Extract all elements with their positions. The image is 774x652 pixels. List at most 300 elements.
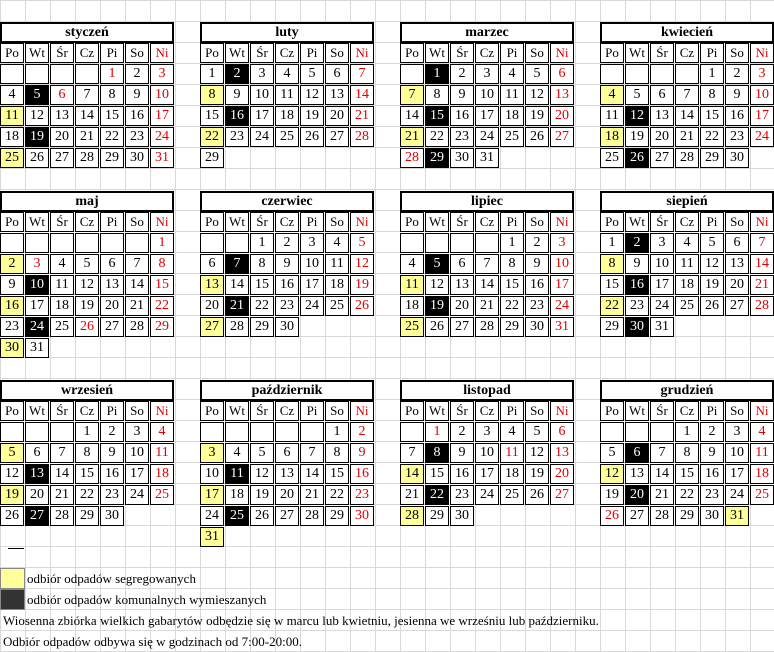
month-title: listopad [400, 380, 574, 401]
weekday-header: Śr [450, 212, 474, 232]
day-cell: 27 [550, 485, 574, 505]
day-cell: 13 [650, 106, 674, 126]
day-cell: 28 [300, 506, 324, 526]
day-cell: 12 [600, 464, 624, 484]
day-cell: 1 [100, 64, 124, 84]
day-cell: 11 [400, 275, 424, 295]
weekday-header: Śr [50, 401, 74, 421]
day-cell: 8 [150, 254, 174, 274]
weekday-header: Pi [100, 43, 124, 63]
day-cell: 22 [250, 296, 274, 316]
day-cell: 27 [450, 317, 474, 337]
weekday-header: Śr [450, 401, 474, 421]
day-cell: 4 [325, 233, 349, 253]
day-cell: 5 [0, 443, 24, 463]
weekday-header: Po [200, 43, 224, 63]
day-cell: 12 [525, 443, 549, 463]
day-cell: 4 [500, 64, 524, 84]
segregated-swatch [0, 568, 25, 589]
day-cell: 16 [125, 106, 149, 126]
day-cell: 25 [500, 127, 524, 147]
empty-cell [50, 422, 74, 442]
day-cell: 23 [350, 485, 374, 505]
day-cell: 7 [75, 85, 99, 105]
day-cell: 4 [675, 233, 699, 253]
day-cell: 14 [650, 464, 674, 484]
day-cell: 9 [525, 254, 549, 274]
day-cell: 22 [75, 485, 99, 505]
empty-cell [0, 233, 24, 253]
day-cell: 12 [75, 275, 99, 295]
weekday-header: Wt [25, 401, 49, 421]
month-title: czerwiec [200, 191, 374, 212]
day-cell: 19 [425, 296, 449, 316]
day-cell: 22 [100, 127, 124, 147]
day-cell: 11 [600, 106, 624, 126]
day-cell: 11 [325, 254, 349, 274]
day-cell: 25 [225, 506, 249, 526]
day-cell: 23 [525, 296, 549, 316]
day-cell: 26 [600, 506, 624, 526]
day-cell: 4 [500, 422, 524, 442]
day-cell: 3 [650, 233, 674, 253]
day-cell: 3 [200, 443, 224, 463]
day-cell: 15 [425, 106, 449, 126]
day-cell: 14 [75, 106, 99, 126]
day-cell: 21 [125, 296, 149, 316]
empty-cell [225, 422, 249, 442]
day-cell: 20 [725, 275, 749, 295]
day-cell: 29 [425, 148, 449, 168]
day-cell: 23 [275, 296, 299, 316]
day-cell: 19 [700, 275, 724, 295]
day-cell: 14 [50, 464, 74, 484]
weekday-header: Cz [275, 401, 299, 421]
day-cell: 11 [0, 106, 24, 126]
day-cell: 26 [25, 148, 49, 168]
day-cell: 1 [600, 233, 624, 253]
day-cell: 22 [425, 127, 449, 147]
day-cell: 13 [200, 275, 224, 295]
day-cell: 25 [675, 296, 699, 316]
day-cell: 27 [550, 127, 574, 147]
day-cell: 5 [425, 254, 449, 274]
empty-cell [400, 64, 424, 84]
day-cell: 12 [525, 85, 549, 105]
day-cell: 13 [725, 254, 749, 274]
day-cell: 16 [225, 106, 249, 126]
weekday-header: Cz [75, 212, 99, 232]
day-cell: 21 [350, 106, 374, 126]
day-cell: 15 [150, 275, 174, 295]
day-cell: 10 [725, 443, 749, 463]
weekday-header: So [725, 401, 749, 421]
month-title: grudzień [600, 380, 774, 401]
weekday-header: Cz [475, 401, 499, 421]
day-cell: 31 [550, 317, 574, 337]
day-cell: 29 [700, 148, 724, 168]
weekday-header: Śr [250, 43, 274, 63]
day-cell: 29 [250, 317, 274, 337]
weekday-header: Pi [700, 43, 724, 63]
weekday-header: So [525, 401, 549, 421]
day-cell: 5 [525, 422, 549, 442]
weekday-header: Po [0, 212, 24, 232]
day-cell: 18 [275, 106, 299, 126]
weekday-header: Wt [425, 401, 449, 421]
month-title: siepień [600, 191, 774, 212]
day-cell: 1 [250, 233, 274, 253]
day-cell: 25 [500, 485, 524, 505]
day-cell: 9 [350, 443, 374, 463]
day-cell: 26 [625, 148, 649, 168]
day-cell: 23 [725, 127, 749, 147]
weekday-header: Po [600, 43, 624, 63]
month-title: kwiecień [600, 22, 774, 43]
day-cell: 13 [625, 464, 649, 484]
day-cell: 13 [325, 85, 349, 105]
day-cell: 14 [675, 106, 699, 126]
weekday-header: So [525, 43, 549, 63]
day-cell: 12 [0, 464, 24, 484]
weekday-header: Po [0, 43, 24, 63]
day-cell: 8 [675, 443, 699, 463]
day-cell: 5 [75, 254, 99, 274]
weekday-header: Ni [550, 401, 574, 421]
weekday-header: Wt [425, 212, 449, 232]
day-cell: 19 [75, 296, 99, 316]
weekday-header: Śr [650, 212, 674, 232]
day-cell: 25 [750, 485, 774, 505]
weekday-header: Śr [50, 212, 74, 232]
day-cell: 25 [50, 317, 74, 337]
day-cell: 4 [150, 422, 174, 442]
weekday-header: So [125, 43, 149, 63]
day-cell: 2 [700, 422, 724, 442]
day-cell: 24 [125, 485, 149, 505]
day-cell: 10 [650, 254, 674, 274]
day-cell: 16 [100, 464, 124, 484]
day-cell: 24 [725, 485, 749, 505]
day-cell: 13 [25, 464, 49, 484]
day-cell: 26 [700, 296, 724, 316]
empty-cell [450, 233, 474, 253]
day-cell: 15 [325, 464, 349, 484]
day-cell: 14 [350, 85, 374, 105]
day-cell: 18 [750, 464, 774, 484]
day-cell: 23 [100, 485, 124, 505]
segregated-label: odbiór odpadów segregowanych [27, 571, 196, 586]
weekday-header: Wt [225, 43, 249, 63]
weekday-header: Wt [625, 401, 649, 421]
day-cell: 22 [600, 296, 624, 316]
day-cell: 2 [525, 233, 549, 253]
day-cell: 18 [600, 127, 624, 147]
day-cell: 31 [725, 506, 749, 526]
day-cell: 19 [600, 485, 624, 505]
day-cell: 17 [300, 275, 324, 295]
day-cell: 27 [200, 317, 224, 337]
day-cell: 3 [550, 233, 574, 253]
day-cell: 6 [50, 85, 74, 105]
weekday-header: Po [200, 212, 224, 232]
day-cell: 9 [625, 254, 649, 274]
day-cell: 17 [750, 106, 774, 126]
weekday-header: Pi [500, 212, 524, 232]
day-cell: 8 [250, 254, 274, 274]
empty-cell [0, 64, 24, 84]
day-cell: 12 [350, 254, 374, 274]
day-cell: 22 [200, 127, 224, 147]
day-cell: 4 [400, 254, 424, 274]
weekday-header: Pi [500, 43, 524, 63]
weekday-header: Ni [750, 43, 774, 63]
day-cell: 18 [150, 464, 174, 484]
day-cell: 3 [125, 422, 149, 442]
day-cell: 27 [50, 148, 74, 168]
day-cell: 26 [75, 317, 99, 337]
day-cell: 28 [400, 506, 424, 526]
day-cell: 28 [350, 127, 374, 147]
day-cell: 2 [350, 422, 374, 442]
day-cell: 25 [0, 148, 24, 168]
day-cell: 5 [700, 233, 724, 253]
day-cell: 2 [725, 64, 749, 84]
day-cell: 8 [200, 85, 224, 105]
day-cell: 11 [675, 254, 699, 274]
empty-cell [0, 422, 24, 442]
day-cell: 13 [50, 106, 74, 126]
day-cell: 26 [525, 127, 549, 147]
day-cell: 9 [100, 443, 124, 463]
weekday-header: Śr [50, 43, 74, 63]
day-cell: 22 [675, 485, 699, 505]
day-cell: 21 [650, 485, 674, 505]
day-cell: 22 [150, 296, 174, 316]
weekday-header: Wt [25, 43, 49, 63]
month-title: marzec [400, 22, 574, 43]
empty-cell [25, 233, 49, 253]
weekday-header: Cz [675, 43, 699, 63]
day-cell: 15 [75, 464, 99, 484]
day-cell: 11 [225, 464, 249, 484]
day-cell: 31 [150, 148, 174, 168]
day-cell: 14 [400, 464, 424, 484]
day-cell: 30 [525, 317, 549, 337]
empty-cell [625, 422, 649, 442]
day-cell: 5 [525, 64, 549, 84]
day-cell: 14 [750, 254, 774, 274]
empty-cell [600, 64, 624, 84]
day-cell: 22 [700, 127, 724, 147]
day-cell: 29 [75, 506, 99, 526]
day-cell: 18 [500, 106, 524, 126]
day-cell: 5 [625, 85, 649, 105]
day-cell: 22 [325, 485, 349, 505]
legend [0, 540, 774, 650]
day-cell: 23 [225, 127, 249, 147]
day-cell: 27 [625, 506, 649, 526]
weekday-header: So [525, 212, 549, 232]
weekday-header: Po [600, 401, 624, 421]
day-cell: 9 [125, 85, 149, 105]
weekday-header: Pi [700, 401, 724, 421]
weekday-header: Śr [250, 212, 274, 232]
day-cell: 3 [750, 64, 774, 84]
day-cell: 12 [425, 275, 449, 295]
day-cell: 20 [50, 127, 74, 147]
weekday-header: Cz [475, 212, 499, 232]
weekday-header: Pi [300, 401, 324, 421]
day-cell: 20 [550, 106, 574, 126]
day-cell: 4 [275, 64, 299, 84]
day-cell: 24 [550, 296, 574, 316]
empty-cell [225, 233, 249, 253]
day-cell: 28 [75, 148, 99, 168]
day-cell: 7 [350, 64, 374, 84]
day-cell: 20 [100, 296, 124, 316]
day-cell: 22 [425, 485, 449, 505]
weekday-header: Pi [300, 212, 324, 232]
empty-cell [50, 233, 74, 253]
day-cell: 21 [400, 485, 424, 505]
day-cell: 21 [300, 485, 324, 505]
weekday-header: So [325, 401, 349, 421]
day-cell: 24 [150, 127, 174, 147]
day-cell: 16 [525, 275, 549, 295]
weekday-header: Śr [250, 401, 274, 421]
day-cell: 16 [625, 275, 649, 295]
day-cell: 21 [750, 275, 774, 295]
mixed-label: odbiór odpadów komunalnych wymieszanych [27, 592, 267, 607]
day-cell: 10 [250, 85, 274, 105]
day-cell: 8 [500, 254, 524, 274]
weekday-header: Pi [500, 401, 524, 421]
day-cell: 28 [650, 506, 674, 526]
day-cell: 16 [450, 464, 474, 484]
day-cell: 30 [700, 506, 724, 526]
day-cell: 2 [0, 254, 24, 274]
day-cell: 13 [550, 85, 574, 105]
day-cell: 9 [275, 254, 299, 274]
weekday-header: Po [400, 212, 424, 232]
day-cell: 23 [0, 317, 24, 337]
empty-cell [300, 422, 324, 442]
empty-cell [400, 233, 424, 253]
month-title: wrzesień [0, 380, 174, 401]
day-cell: 15 [100, 106, 124, 126]
day-cell: 6 [200, 254, 224, 274]
day-cell: 3 [150, 64, 174, 84]
month-title: lipiec [400, 191, 574, 212]
day-cell: 8 [325, 443, 349, 463]
empty-cell [600, 422, 624, 442]
day-cell: 25 [150, 485, 174, 505]
weekday-header: Po [0, 401, 24, 421]
day-cell: 10 [475, 443, 499, 463]
day-cell: 11 [150, 443, 174, 463]
day-cell: 16 [700, 464, 724, 484]
day-cell: 28 [475, 317, 499, 337]
day-cell: 29 [425, 506, 449, 526]
day-cell: 1 [500, 233, 524, 253]
day-cell: 7 [400, 443, 424, 463]
empty-cell [25, 422, 49, 442]
day-cell: 9 [450, 85, 474, 105]
weekday-header: Cz [275, 212, 299, 232]
day-cell: 6 [275, 443, 299, 463]
weekday-header: Po [400, 401, 424, 421]
day-cell: 30 [625, 317, 649, 337]
month-title: luty [200, 22, 374, 43]
day-cell: 29 [500, 317, 524, 337]
day-cell: 4 [225, 443, 249, 463]
day-cell: 12 [700, 254, 724, 274]
empty-cell [400, 422, 424, 442]
day-cell: 16 [0, 296, 24, 316]
day-cell: 7 [125, 254, 149, 274]
day-cell: 28 [225, 317, 249, 337]
day-cell: 30 [100, 506, 124, 526]
weekday-header: Wt [625, 43, 649, 63]
empty-cell [425, 233, 449, 253]
day-cell: 20 [625, 485, 649, 505]
day-cell: 24 [750, 127, 774, 147]
day-cell: 5 [350, 233, 374, 253]
day-cell: 30 [0, 338, 24, 358]
day-cell: 21 [50, 485, 74, 505]
day-cell: 1 [325, 422, 349, 442]
empty-cell [200, 233, 224, 253]
weekday-header: So [325, 212, 349, 232]
day-cell: 20 [450, 296, 474, 316]
day-cell: 15 [425, 464, 449, 484]
day-cell: 9 [450, 443, 474, 463]
day-cell: 6 [550, 64, 574, 84]
day-cell: 30 [125, 148, 149, 168]
day-cell: 5 [25, 85, 49, 105]
day-cell: 21 [400, 127, 424, 147]
day-cell: 10 [475, 85, 499, 105]
day-cell: 20 [275, 485, 299, 505]
day-cell: 8 [100, 85, 124, 105]
day-cell: 23 [625, 296, 649, 316]
weekday-header: Śr [650, 43, 674, 63]
day-cell: 19 [625, 127, 649, 147]
day-cell: 19 [0, 485, 24, 505]
day-cell: 30 [450, 506, 474, 526]
weekday-header: Ni [750, 401, 774, 421]
day-cell: 29 [325, 506, 349, 526]
day-cell: 14 [475, 275, 499, 295]
day-cell: 26 [250, 506, 274, 526]
day-cell: 31 [25, 338, 49, 358]
day-cell: 10 [125, 443, 149, 463]
day-cell: 24 [475, 127, 499, 147]
day-cell: 28 [750, 296, 774, 316]
day-cell: 6 [100, 254, 124, 274]
day-cell: 7 [650, 443, 674, 463]
day-cell: 18 [225, 485, 249, 505]
day-cell: 15 [200, 106, 224, 126]
day-cell: 11 [275, 85, 299, 105]
day-cell: 26 [525, 485, 549, 505]
day-cell: 29 [150, 317, 174, 337]
day-cell: 11 [500, 443, 524, 463]
day-cell: 1 [425, 422, 449, 442]
day-cell: 6 [625, 443, 649, 463]
empty-cell [125, 233, 149, 253]
